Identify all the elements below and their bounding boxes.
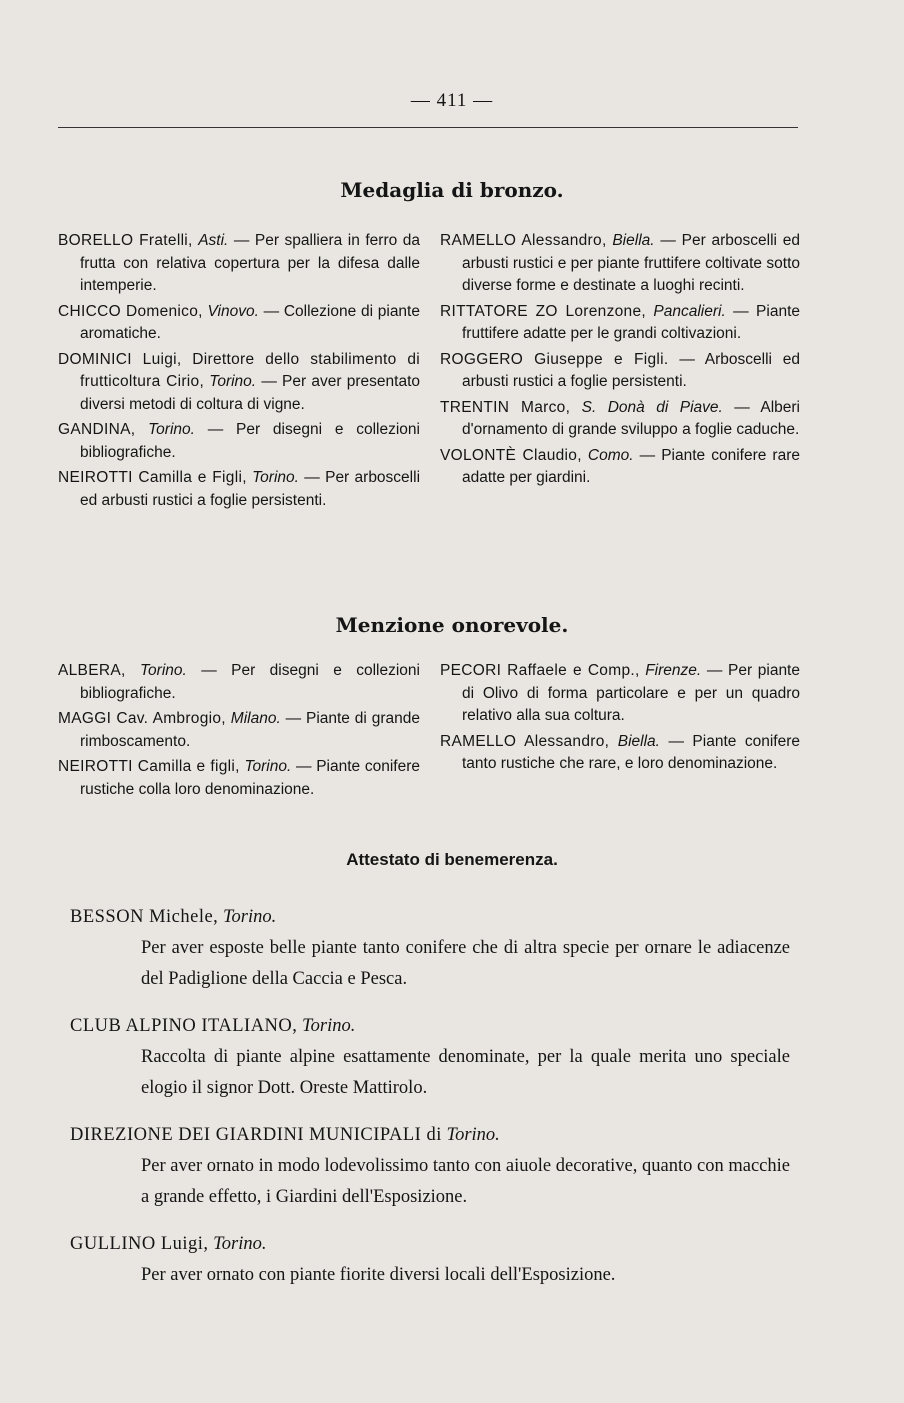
bronze-entry: RITTATORE ZO Lorenzone, Pancalieri. — Piante fruttifere adatte per le grandi coltivazioni.: [440, 302, 800, 342]
menzione-entry: RAMELLO Alessandro, Biella. — Piante conifere tanto rustiche che rare, e loro denominazione.: [440, 732, 800, 772]
heading-attestato: Attestato di benemerenza.: [346, 850, 558, 869]
menzione-entry: ALBERA, Torino. — Per disegni e collezioni bibliografiche.: [58, 662, 420, 702]
bronze-entry: NEIROTTI Camilla e Figli, Torino. — Per arboscelli ed arbusti rustici a foglie persistenti.: [58, 469, 421, 509]
page-number: — 411 —: [410, 90, 494, 111]
heading-bronze: Medaglia di bronzo.: [340, 178, 564, 202]
heading-menzione: Menzione onorevole.: [335, 613, 569, 637]
bronze-entry: BORELLO Fratelli, Asti. — Per spalliera in ferro da frutta con relativa copertura per la difesa dalle intemperie.: [58, 232, 421, 294]
attestato-entry: DIREZIONE DEI GIARDINI MUNICIPALI di Torino. Per aver ornato in modo lodevolissimo tanto con aiuole decorative, quanto con macchie a grande effetto, i Giardini dell'Esposizione.: [70, 1125, 790, 1207]
menzione-entry: MAGGI Cav. Ambrogio, Milano. — Piante di grande rimboscamento.: [58, 710, 420, 750]
menzione-right-column: [440, 660, 800, 779]
bronze-right-column: [440, 230, 800, 493]
menzione-left-column: [58, 660, 420, 804]
bronze-entry: ROGGERO Giuseppe e Figli. — Arboscelli ed arbusti rustici a foglie persistenti.: [440, 350, 800, 390]
attestato-entry: CLUB ALPINO ITALIANO, Torino. Raccolta di piante alpine esattamente denominate, per la quale merita uno speciale elogio il signor Dott. Oreste Mattirolo.: [70, 1016, 790, 1098]
bronze-entry: RAMELLO Alessandro, Biella. — Per arboscelli ed arbusti rustici e per piante fruttifere coltivate sotto diverse forme e destinate a luoghi recinti.: [440, 232, 800, 294]
bronze-entry: VOLONTÈ Claudio, Como. — Piante conifere rare adatte per giardini.: [440, 446, 800, 486]
bronze-entry: DOMINICI Luigi, Direttore dello stabilimento di frutticoltura Cirio, Torino. — Per aver presentato diversi metodi di coltura di vigne.: [58, 350, 420, 413]
bronze-left-column: [58, 230, 420, 515]
menzione-entry: NEIROTTI Camilla e figli, Torino. — Piante conifere rustiche colla loro denominazione.: [58, 758, 420, 798]
attestato-list: [70, 902, 790, 1307]
menzione-entry: PECORI Raffaele e Comp., Firenze. — Per piante di Olivo di forma particolare e per un quadro relativo alla sua coltura.: [440, 662, 800, 724]
attestato-entry: BESSON Michele, Torino. Per aver esposte belle piante tanto conifere che di altra specie per ornare le adiacenze del Padiglione della Caccia e Pesca.: [70, 907, 790, 989]
attestato-entry: GULLINO Luigi, Torino. Per aver ornato con piante fiorite diversi locali dell'Esposizione.: [70, 1234, 616, 1285]
bronze-entry: GANDINA, Torino. — Per disegni e collezioni bibliografiche.: [58, 421, 420, 461]
header-rule: [58, 127, 798, 128]
bronze-entry: CHICCO Domenico, Vinovo. — Collezione di piante aromatiche.: [58, 302, 420, 342]
bronze-entry: TRENTIN Marco, S. Donà di Piave. — Alberi d'ornamento di grande sviluppo a foglie caduche.: [440, 398, 800, 438]
